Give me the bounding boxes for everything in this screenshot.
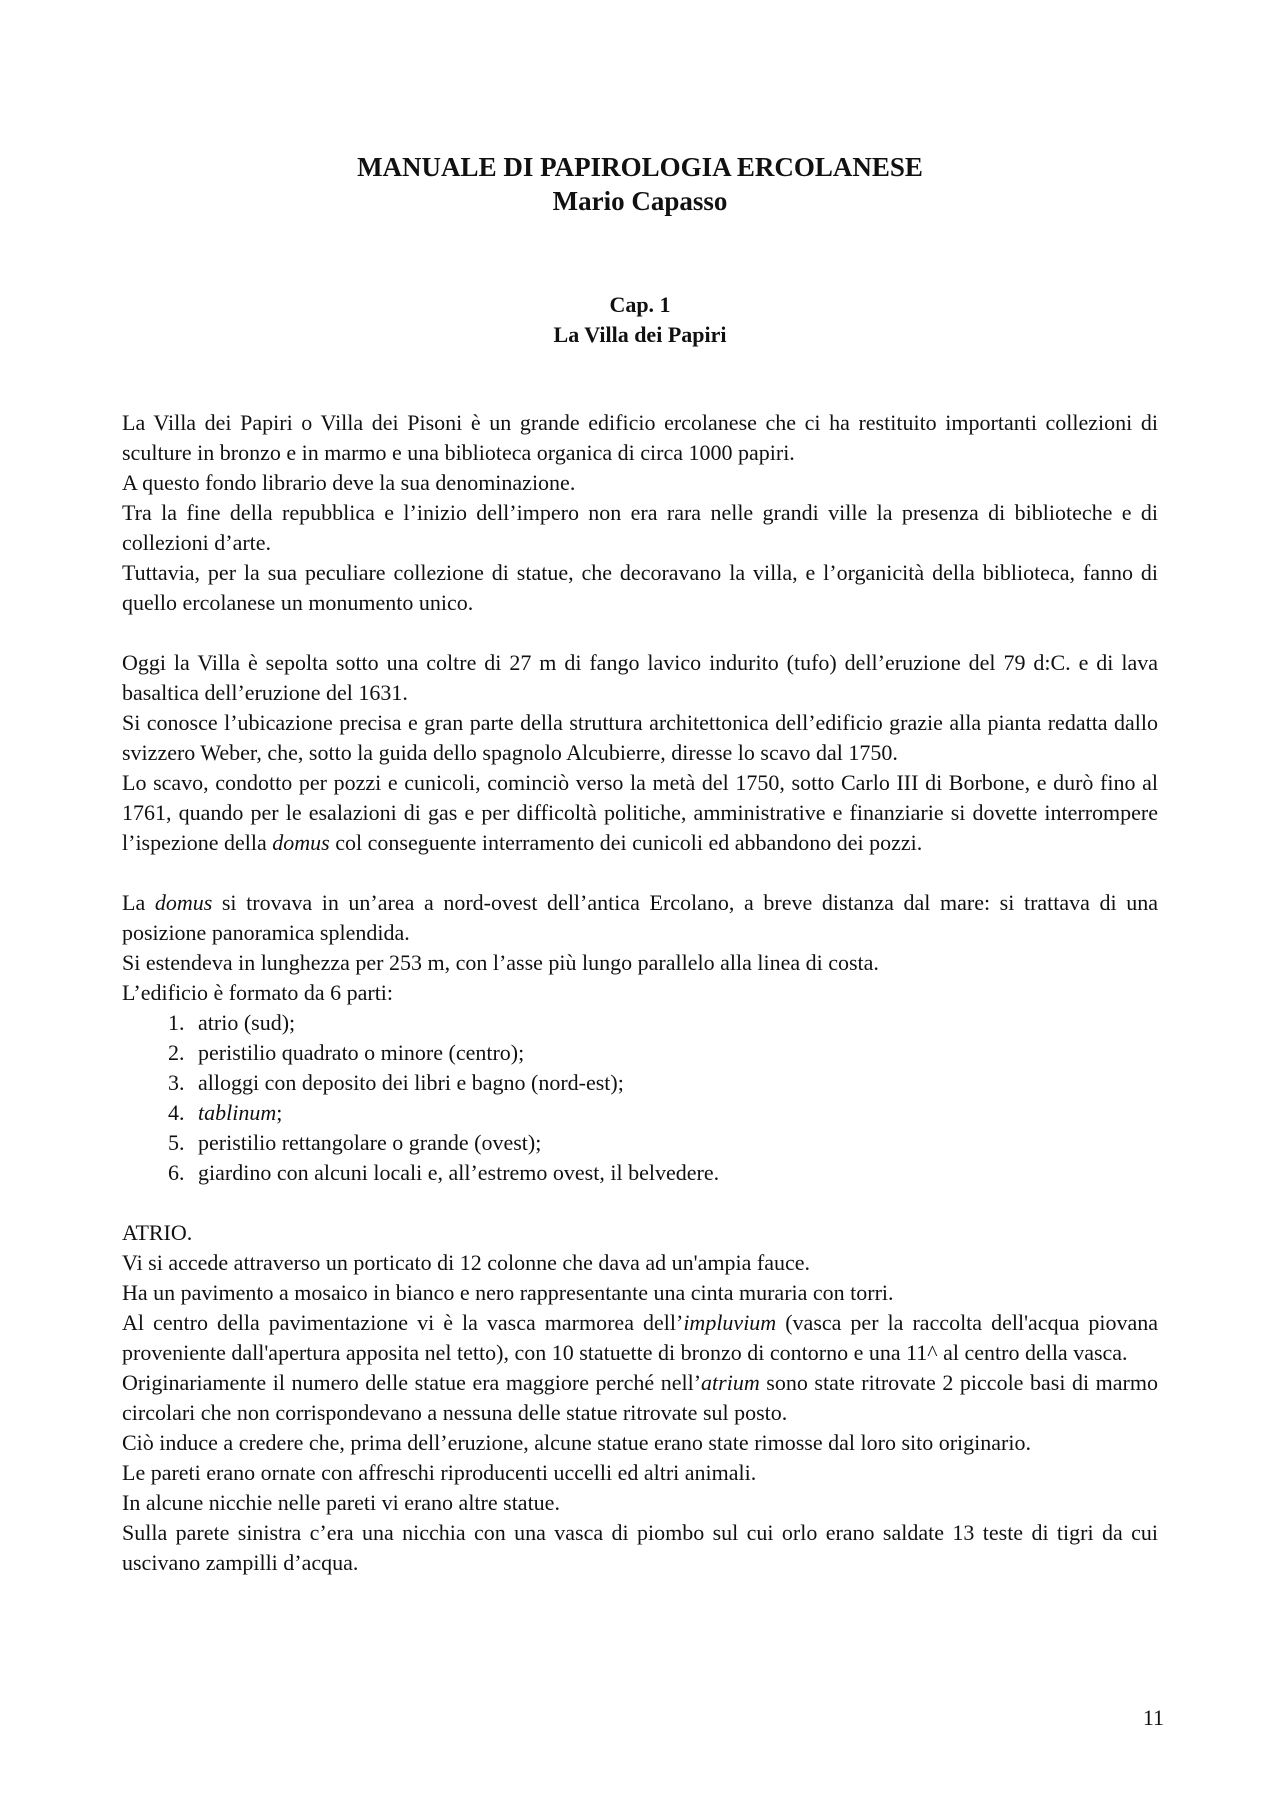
page-number: 11 — [1142, 1705, 1164, 1730]
paragraph — [122, 1368, 1158, 1428]
text-run: Lo scavo, condotto per pozzi e cunicoli, cominciò verso la metà del 1750, sotto Carlo III di Borbone, e durò fino al 1761, quando per le esalazioni di gas e per difficoltà politiche, amministrative e finanziarie si dovette interrompere l’ispezione della — [122, 770, 1158, 855]
document-title: MANUALE DI PAPIROLOGIA ERCOLANESE — [357, 152, 923, 182]
document-header — [122, 150, 1158, 218]
paragraph: Si conosce l’ubicazione precisa e gran parte della struttura architettonica dell’edificio grazie alla pianta redatta dallo svizzero Weber, che, sotto la guida dello spagnolo Alcubierre, diresse lo scavo dal 1750. — [122, 710, 1158, 765]
paragraph: Vi si accede attraverso un porticato di 12 colonne che dava ad un'ampia fauce. — [122, 1250, 811, 1275]
text-run: La — [122, 890, 155, 915]
list-item: 3. alloggi con deposito dei libri e bagno (nord-est); — [190, 1068, 1158, 1098]
italic-term: tablinum — [198, 1100, 277, 1125]
text-run: sono state ritrovate 2 piccole basi di marmo circolari che non corrispondevano a nessuna delle statue ritrovate sul posto. — [122, 1370, 1158, 1425]
paragraph-gap — [122, 1188, 1158, 1218]
paragraph: Ciò induce a credere che, prima dell’eruzione, alcune statue erano state rimosse dal loro sito originario. — [122, 1430, 1031, 1455]
section-heading-atrio: ATRIO. — [122, 1220, 193, 1245]
paragraph-gap — [122, 618, 1158, 648]
document-body — [122, 408, 1158, 1578]
paragraph: Oggi la Villa è sepolta sotto una coltre di 27 m di fango lavico indurito (tufo) dell’eruzione del 79 d:C. e di lava basaltica dell’eruzione del 1631. — [122, 650, 1158, 705]
list-item: 6. giardino con alcuni locali e, all’estremo ovest, il belvedere. — [190, 1158, 1158, 1188]
paragraph: L’edificio è formato da 6 parti: — [122, 980, 394, 1005]
paragraph: In alcune nicchie nelle pareti vi erano altre statue. — [122, 1490, 560, 1515]
paragraph-gap — [122, 858, 1158, 888]
chapter-title: La Villa dei Papiri — [553, 322, 727, 347]
paragraph: Tra la fine della repubblica e l’inizio dell’impero non era rara nelle grandi ville la presenza di biblioteche e di collezioni d’arte. — [122, 500, 1158, 555]
paragraph: Sulla parete sinistra c’era una nicchia con una vasca di piombo sul cui orlo erano saldate 13 teste di tigri da cui uscivano zampilli d’acqua. — [122, 1520, 1158, 1575]
chapter-heading — [122, 290, 1158, 350]
text-run: (vasca per la raccolta dell'acqua piovana proveniente dall'apertura apposita nel tetto), con 10 statuette di bronzo di contorno e una 11^ al centro della vasca. — [122, 1310, 1158, 1365]
paragraph: La Villa dei Papiri o Villa dei Pisoni è un grande edificio ercolanese che ci ha restituito importanti collezioni di sculture in bronzo e in marmo e una biblioteca organica di circa 1000 papiri. — [122, 410, 1158, 465]
document-page — [122, 150, 1158, 1578]
paragraph: Si estendeva in lunghezza per 253 m, con l’asse più lungo parallelo alla linea di costa. — [122, 950, 879, 975]
text-run: Originariamente il numero delle statue era maggiore perché nell’ — [122, 1370, 702, 1395]
document-author: Mario Capasso — [552, 186, 728, 216]
chapter-number: Cap. 1 — [609, 292, 671, 317]
text-run: ; — [276, 1100, 283, 1125]
paragraph: Ha un pavimento a mosaico in bianco e nero rappresentante una cinta muraria con torri. — [122, 1280, 894, 1305]
paragraph: A questo fondo librario deve la sua denominazione. — [122, 470, 576, 495]
text-run: Al centro della pavimentazione vi è la vasca marmorea dell’ — [122, 1310, 684, 1335]
list-item: 5. peristilio rettangolare o grande (ovest); — [190, 1128, 1158, 1158]
list-item: 1. atrio (sud); — [190, 1008, 1158, 1038]
italic-term: atrium — [701, 1370, 760, 1395]
list-item: 2. peristilio quadrato o minore (centro); — [190, 1038, 1158, 1068]
paragraph — [122, 888, 1158, 948]
italic-term: impluvium — [683, 1310, 777, 1335]
paragraph: Tuttavia, per la sua peculiare collezione di statue, che decoravano la villa, e l’organicità della biblioteca, fanno di quello ercolanese un monumento unico. — [122, 560, 1158, 615]
italic-term: domus — [154, 890, 213, 915]
text-run: col conseguente interramento dei cunicoli ed abbandono dei pozzi. — [329, 830, 923, 855]
paragraph — [122, 1308, 1158, 1368]
paragraph: Le pareti erano ornate con affreschi riproducenti uccelli ed altri animali. — [122, 1460, 757, 1485]
building-parts-list — [122, 1008, 1158, 1188]
list-item — [190, 1098, 1158, 1128]
text-run: si trovava in un’area a nord-ovest dell’antica Ercolano, a breve distanza dal mare: si trattava di una posizione panoramica splendida. — [122, 890, 1158, 945]
paragraph — [122, 768, 1158, 858]
italic-term: domus — [272, 830, 330, 855]
